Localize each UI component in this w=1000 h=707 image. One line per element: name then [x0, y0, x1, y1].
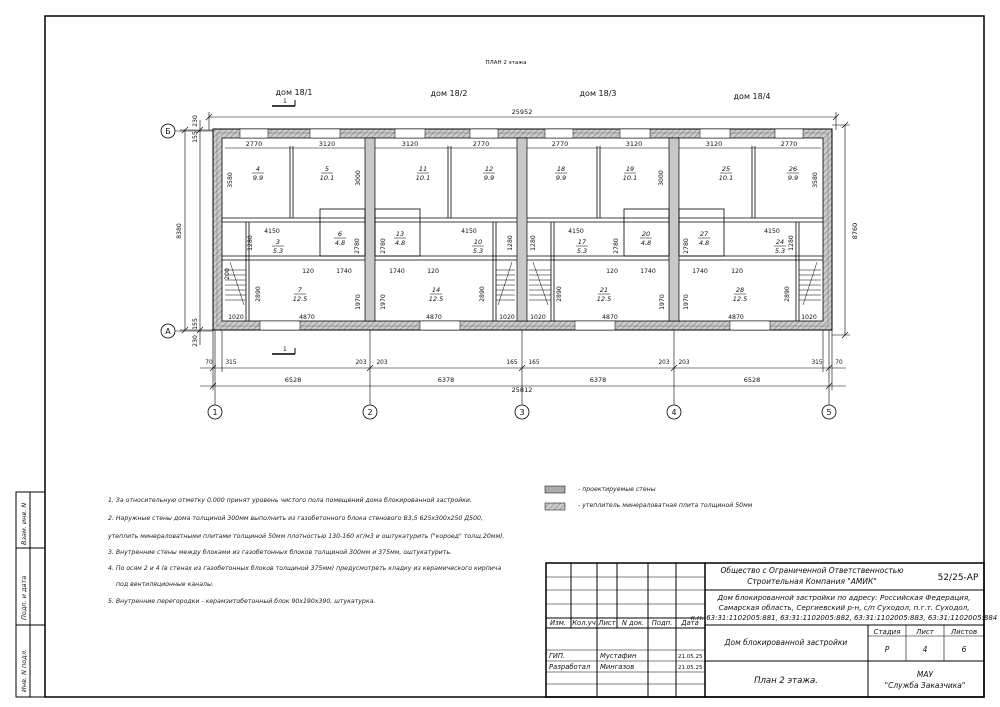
sheet-header: Лист [916, 628, 934, 636]
note-2: 2. Наружные стены дома толщиной 300мм выполнить из газобетонного блока стенового В3,5 625х300х250 Д500, [108, 515, 483, 522]
org-name-2: "Служба Заказчика" [884, 681, 966, 690]
address-3: к.н. 63:31:1102005:881, 63:31:1102005:882, 63:31:1102005:883, 63:31:1102005:884 [690, 614, 998, 622]
svg-text:120: 120 [302, 268, 314, 275]
axis-col-2 [363, 405, 377, 419]
axis-dim-2-3: 6378 [437, 376, 455, 384]
left-dim-bot: 155 [192, 318, 199, 330]
note-1: 1. За относительную отметку 0.000 принят уровень чистого пола помещений дома блокированной застройки. [108, 497, 472, 504]
svg-text:120: 120 [606, 268, 618, 275]
edge-dim-values [205, 360, 843, 366]
svg-text:2890: 2890 [479, 286, 486, 302]
svg-text:1740: 1740 [389, 268, 405, 275]
header-sign: Подп. [651, 619, 673, 627]
svg-text:13: 13 [395, 230, 405, 238]
svg-text:1: 1 [212, 408, 218, 417]
svg-text:18: 18 [556, 165, 566, 173]
svg-text:10.1: 10.1 [622, 174, 638, 182]
svg-text:3000: 3000 [355, 170, 362, 186]
room-10 [473, 238, 483, 255]
top-dim: 3120 [318, 140, 336, 148]
svg-text:2890: 2890 [784, 286, 791, 302]
svg-text:165: 165 [528, 360, 540, 366]
svg-text:9.9: 9.9 [483, 174, 495, 182]
top-dim: 2770 [245, 140, 263, 148]
svg-text:203: 203 [376, 360, 388, 366]
object-name: Дом блокированной застройки [724, 638, 848, 647]
svg-text:14: 14 [431, 286, 441, 294]
project-code: 52/25-АР [937, 573, 979, 583]
left-dim-top2: 155 [192, 131, 199, 143]
svg-text:4150: 4150 [568, 228, 584, 235]
header-date: Дата [681, 619, 699, 627]
section-mark-top [272, 98, 295, 106]
right-dim-value: 8760 [851, 222, 859, 240]
svg-text:17: 17 [577, 238, 587, 246]
section-mark-bottom [272, 346, 295, 354]
left-dim-bot2: 230 [192, 335, 199, 347]
side-stamp [16, 492, 45, 697]
svg-text:5.3: 5.3 [272, 247, 284, 255]
company-name-2: Строительная Компания "АМИК" [747, 577, 877, 586]
left-dims [180, 120, 213, 345]
svg-text:9.9: 9.9 [787, 174, 799, 182]
svg-text:1020: 1020 [228, 314, 244, 321]
house-label-4: дом 18/4 [733, 92, 771, 101]
svg-text:11: 11 [418, 165, 428, 173]
svg-text:4.8: 4.8 [640, 239, 652, 247]
svg-text:5.3: 5.3 [774, 247, 786, 255]
svg-text:5.3: 5.3 [576, 247, 588, 255]
svg-text:1: 1 [283, 346, 287, 353]
note-5: 5. Внутренние перегородки - керамзитобетонный блок 90х190х390, штукатурка. [108, 598, 376, 605]
svg-text:2780: 2780 [683, 238, 690, 254]
svg-text:4.8: 4.8 [394, 239, 406, 247]
svg-text:12.5: 12.5 [596, 295, 612, 303]
side-label-sign: Подп. и дата [20, 575, 28, 620]
svg-text:165: 165 [506, 360, 518, 366]
left-dim-top: 230 [192, 115, 199, 127]
svg-text:1020: 1020 [499, 314, 515, 321]
legend-swatch-insulation [545, 503, 565, 510]
svg-text:10: 10 [473, 238, 483, 246]
svg-text:2780: 2780 [613, 238, 620, 254]
svg-text:1970: 1970 [683, 294, 690, 310]
svg-text:120: 120 [427, 268, 439, 275]
svg-text:4870: 4870 [299, 314, 315, 321]
svg-text:1970: 1970 [380, 294, 387, 310]
svg-text:28: 28 [735, 286, 745, 294]
header-doc: N док. [621, 619, 645, 627]
role-gip: ГИП. [549, 652, 566, 660]
sheet-value: 4 [922, 645, 928, 654]
svg-text:1280: 1280 [247, 235, 254, 251]
axis-dim-3-4: 6378 [589, 376, 607, 384]
room-26 [788, 165, 798, 182]
svg-text:6: 6 [337, 230, 343, 238]
top-dim: 3120 [625, 140, 643, 148]
sheets-header: Листов [950, 628, 978, 636]
svg-text:3580: 3580 [812, 172, 819, 188]
svg-text:Б: Б [165, 127, 171, 136]
svg-text:25: 25 [721, 165, 731, 173]
svg-text:12.5: 12.5 [292, 295, 308, 303]
name-gip: Мустафин [600, 652, 637, 660]
svg-text:1020: 1020 [530, 314, 546, 321]
top-dim: 3120 [401, 140, 419, 148]
svg-text:21: 21 [599, 286, 609, 294]
svg-text:7: 7 [297, 286, 303, 294]
date-dev: 21.05.25 [678, 665, 703, 671]
axis-col-5 [822, 405, 836, 419]
svg-text:70: 70 [835, 360, 843, 366]
svg-text:1740: 1740 [692, 268, 708, 275]
svg-text:4: 4 [671, 408, 677, 417]
svg-text:4150: 4150 [461, 228, 477, 235]
note-4: 4. По осям 2 и 4 (в стенах из газобетонных блоков толщиной 375мм) предусмотреть кладку из керамического кирпича [108, 565, 502, 572]
drawing-name: План 2 этажа. [754, 676, 818, 686]
svg-text:2890: 2890 [255, 286, 262, 302]
role-dev: Разработал [549, 663, 591, 671]
header-list: Лист [598, 619, 616, 627]
overall-dim-bottom-value: 25812 [511, 386, 533, 394]
side-label-replace: Взам. инв. N [20, 502, 28, 545]
svg-text:10.1: 10.1 [319, 174, 335, 182]
plan-title: ПЛАН 2 этажа [485, 60, 527, 66]
axis-col-3 [515, 405, 529, 419]
stage-value: Р [884, 645, 890, 654]
svg-text:1280: 1280 [530, 235, 537, 251]
svg-text:5: 5 [826, 408, 832, 417]
svg-text:120: 120 [731, 268, 743, 275]
overall-dim-top-value: 25952 [511, 108, 533, 116]
svg-text:4: 4 [255, 165, 261, 173]
legend-walls: - проектируемые стены [578, 486, 656, 493]
svg-text:12: 12 [484, 165, 494, 173]
room-18 [556, 165, 566, 182]
svg-text:4.8: 4.8 [698, 239, 710, 247]
svg-text:1970: 1970 [659, 294, 666, 310]
legend-swatch-walls [545, 486, 565, 493]
svg-text:1740: 1740 [336, 268, 352, 275]
svg-text:4870: 4870 [602, 314, 618, 321]
top-dim: 2770 [472, 140, 490, 148]
svg-text:4150: 4150 [764, 228, 780, 235]
company-name: Общество с Ограниченной Ответственностью [720, 566, 904, 575]
svg-text:9.9: 9.9 [252, 174, 264, 182]
svg-text:12.5: 12.5 [732, 295, 748, 303]
svg-text:27: 27 [699, 230, 709, 238]
svg-text:4.8: 4.8 [334, 239, 346, 247]
room-24 [775, 238, 785, 255]
top-dim: 2770 [551, 140, 569, 148]
left-dim-stair: 200 [224, 268, 231, 280]
axis-dim-values [285, 376, 761, 384]
room-13 [395, 230, 405, 247]
sheets-value: 6 [961, 645, 967, 654]
svg-text:2890: 2890 [556, 286, 563, 302]
top-dim: 3120 [705, 140, 723, 148]
svg-text:3: 3 [275, 238, 281, 246]
side-label-inv: Инв. N подл. [20, 649, 28, 692]
stage-header: Стадия [873, 628, 901, 636]
svg-text:24: 24 [775, 238, 785, 246]
axis-col-4 [667, 405, 681, 419]
svg-text:2780: 2780 [380, 238, 387, 254]
address-2: Самарская область, Сергиевский р-н, с/п Суходол, п.г.т. Суходол, [718, 603, 970, 612]
svg-text:2780: 2780 [354, 238, 361, 254]
svg-text:203: 203 [355, 360, 367, 366]
svg-text:19: 19 [625, 165, 635, 173]
room-20 [641, 230, 651, 247]
svg-text:4150: 4150 [264, 228, 280, 235]
svg-text:1: 1 [283, 98, 287, 105]
name-dev: Мингазов [600, 663, 635, 671]
svg-text:315: 315 [811, 360, 823, 366]
svg-text:315: 315 [225, 360, 237, 366]
house-label-3: дом 18/3 [579, 89, 617, 98]
right-dim [832, 122, 850, 338]
room-12 [484, 165, 494, 182]
axis-dim-4-5: 6528 [743, 376, 761, 384]
svg-text:4870: 4870 [728, 314, 744, 321]
address-1: Дом блокированной застройки по адресу: Российская Федерация, [717, 593, 971, 602]
svg-text:1740: 1740 [640, 268, 656, 275]
axis-row-a [161, 324, 213, 338]
svg-text:1970: 1970 [355, 294, 362, 310]
date-gip: 21.05.25 [678, 654, 703, 660]
axis-row-b [161, 124, 213, 138]
svg-text:1280: 1280 [507, 235, 514, 251]
header-kol: Кол.уч [572, 619, 596, 627]
svg-text:20: 20 [641, 230, 651, 238]
room-27 [699, 230, 709, 247]
svg-text:3580: 3580 [227, 172, 234, 188]
note-2b: утеплить минераловатными плитами толщиной 50мм плотностью 130-160 кг/м3 и оштукатурить ("короед" толщ.20мм). [108, 533, 505, 540]
note-4b: под вентиляционные каналы. [116, 581, 214, 588]
left-dim-total: 8380 [176, 223, 183, 239]
svg-text:10.1: 10.1 [415, 174, 431, 182]
svg-text:3000: 3000 [658, 170, 665, 186]
note-3: 3. Внутренние стены между блоками из газобетонных блоков толщиной 300мм и 375мм, оштукатурить. [108, 549, 453, 556]
svg-text:3: 3 [519, 408, 525, 417]
svg-text:9.9: 9.9 [555, 174, 567, 182]
legend-insulation: - утеплитель минераловатная плита толщиной 50мм [578, 502, 753, 509]
header-izm: Изм. [550, 619, 566, 627]
svg-text:203: 203 [678, 360, 690, 366]
axis-col-1 [208, 405, 222, 419]
svg-text:А: А [165, 327, 171, 336]
svg-text:12.5: 12.5 [428, 295, 444, 303]
svg-text:10.1: 10.1 [718, 174, 734, 182]
svg-text:5.3: 5.3 [472, 247, 484, 255]
svg-text:26: 26 [788, 165, 798, 173]
svg-text:1020: 1020 [801, 314, 817, 321]
svg-text:4870: 4870 [426, 314, 442, 321]
axis-dim-1-2: 6528 [284, 376, 302, 384]
org-name-1: МАУ [916, 670, 934, 679]
svg-text:70: 70 [205, 360, 213, 366]
svg-text:2: 2 [367, 408, 373, 417]
house-label-1: дом 18/1 [275, 88, 313, 97]
house-label-2: дом 18/2 [430, 89, 468, 98]
svg-text:5: 5 [324, 165, 330, 173]
room-17 [577, 238, 587, 255]
svg-text:1280: 1280 [788, 235, 795, 251]
svg-text:203: 203 [658, 360, 670, 366]
top-dim: 2770 [780, 140, 798, 148]
